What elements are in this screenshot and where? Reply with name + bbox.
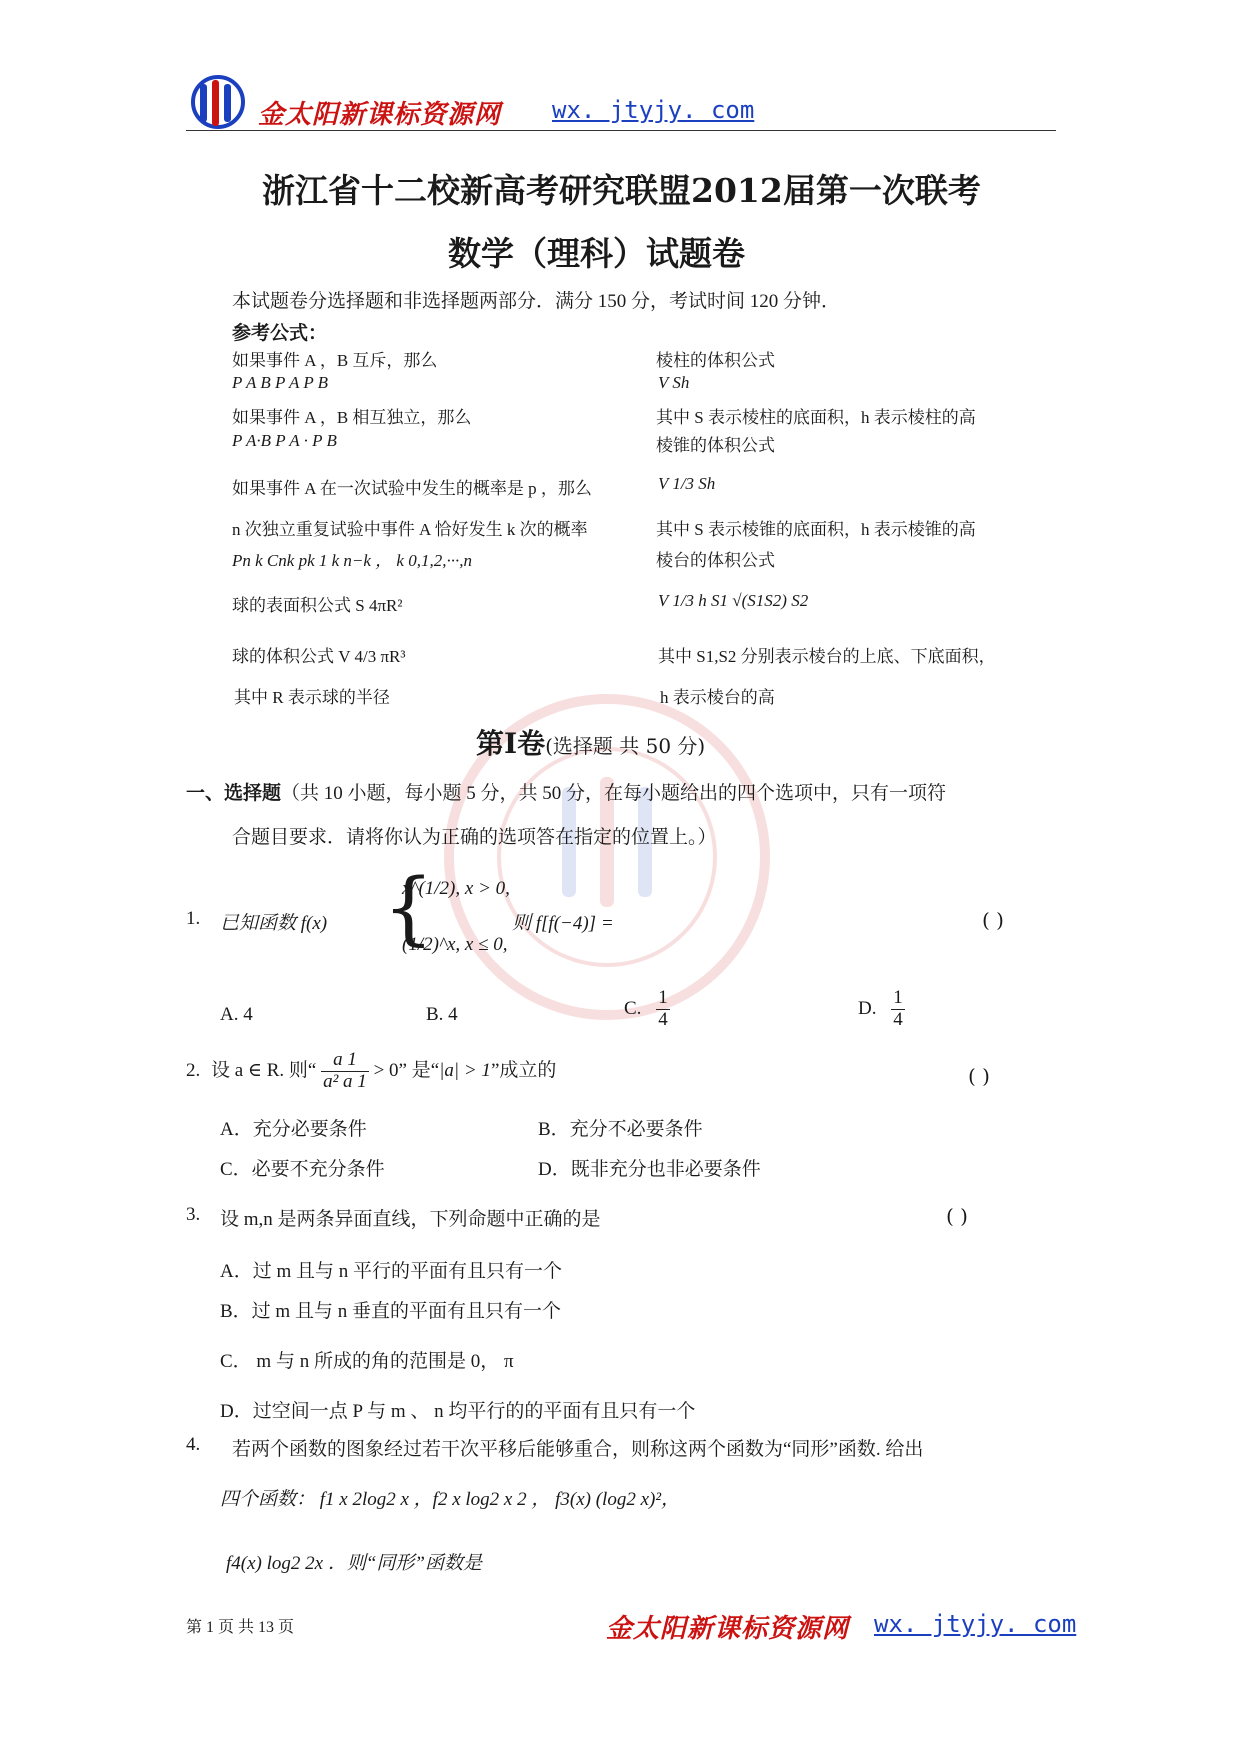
q3-stem: 设 m,n 是两条异面直线，下列命题中正确的是 [220,1209,601,1230]
q2-tail: ”成立的 [490,1059,557,1081]
formula-left-3: P A·B P A · P B [232,431,337,450]
q2-line [186,1050,556,1093]
formula-right-2: 其中 S 表示棱柱的底面积，h 表示棱柱的高 [656,408,976,427]
formula-right-3: 棱锥的体积公式 [656,436,775,455]
q2-mid: > 0” 是“ [373,1059,440,1081]
q4-line2: 四个函数： f1 x 2log2 x ，f2 x log2 x 2 ， f3(x) (log2 x)²， [220,1489,681,1510]
q3-option-b[interactable]: B．过 m 且与 n 垂直的平面有且只有一个 [220,1301,561,1322]
q3-answer-paren[interactable]: ( ) [946,1204,968,1228]
q3-number: 3. [186,1204,201,1225]
q1-option-d-label: D. [858,997,877,1019]
formula-left-8: 球的体积公式 V 4/3 πR³ [232,647,406,666]
q4-line3: f4(x) log2 2x ．则“同形”函数是 [226,1553,482,1574]
section1-text: （共 10 小题，每小题 5 分，共 50 分，在每小题给出的四个选项中，只有一项符 [281,783,947,804]
formula-right-8: 其中 S1,S2 分别表示棱台的上底、下底面积， [658,647,996,666]
q1-option-b[interactable]: B. 4 [426,1004,458,1025]
q1-piece2: (1/2)^x, x ≤ 0, [402,934,508,955]
q3-option-d[interactable]: D．过空间一点 P 与 m 、 n 均平行的的平面有且只有一个 [220,1401,696,1422]
q1-brace: { [383,861,434,954]
formula-right-6: 棱台的体积公式 [656,551,775,570]
formula-left-4: 如果事件 A 在一次试验中发生的概率是 p ，那么 [232,479,592,498]
section1-label: 一、选择题 [186,783,282,804]
footer-url[interactable]: wx. jtyjy. com [874,1610,1077,1638]
formula-right-5: 其中 S 表示棱锥的底面积，h 表示棱锥的高 [656,520,976,539]
footer-page-number: 第 1 页 共 13 页 [186,1619,295,1636]
formula-right-4: V 1/3 Sh [658,474,716,493]
formula-left-9: 其中 R 表示球的半径 [234,688,390,707]
formula-right-7: V 1/3 h S1 √(S1S2) S2 [658,591,809,610]
q1-option-c[interactable] [624,988,670,1031]
q2-option-c[interactable]: C．必要不充分条件 [220,1159,385,1180]
section1-line2: 合题目要求．请将你认为正确的选项答在指定的位置上。） [232,827,717,848]
section1-line1 [186,778,946,805]
logo-icon [186,74,250,130]
formula-right-0: 棱柱的体积公式 [656,351,775,370]
q4-stem: 若两个函数的图象经过若干次平移后能够重合，则称这两个函数为“同形”函数. 给出 [232,1439,924,1460]
q1-option-d-frac: $\frac{1}{4}$ [893,987,903,1030]
formula-right-9: h 表示棱台的高 [660,688,775,707]
q2-option-b[interactable]: B．充分不必要条件 [538,1119,703,1140]
q2-number: 2. [186,1059,201,1081]
q1-piece1: x^(1/2), x > 0, [402,878,510,899]
formula-left-0: 如果事件 A ，B 互斥，那么 [232,351,438,370]
footer-brand: 金太阳新课标资源网 [606,1614,850,1644]
part1-title [476,722,705,762]
intro-text: 本试题卷分选择题和非选择题两部分．满分 150 分，考试时间 120 分钟． [232,291,841,312]
page-subtitle: 数学（理科）试题卷 [448,234,745,273]
q1-stem: 已知函数 f(x) [220,913,328,934]
header-url[interactable]: wx. jtyjy. com [552,96,755,124]
q1-number: 1. [186,908,201,929]
q2-stem: 设 a ∈ R. 则“ [211,1059,317,1081]
q1-option-c-frac: $\frac{1}{4}$ [658,987,668,1030]
q1-answer-paren[interactable]: ( ) [982,908,1004,932]
page-title: 浙江省十二校新高考研究联盟2012届第一次联考 [262,171,981,210]
formula-left-5: n 次独立重复试验中事件 A 恰好发生 k 次的概率 [232,520,588,539]
header-rule [186,130,1056,131]
formulas-heading: 参考公式： [232,323,328,344]
q4-number: 4. [186,1434,201,1455]
header-logo [186,74,250,130]
part1-subtitle: (选择题 共 50 分) [545,734,706,758]
formula-left-1: P A B P A P B [232,373,329,392]
q2-abs: |a| > 1 [439,1059,491,1081]
formula-left-2: 如果事件 A ，B 相互独立，那么 [232,408,472,427]
q1-option-d[interactable] [858,988,905,1031]
q2-option-a[interactable]: A．充分必要条件 [220,1119,367,1140]
formula-right-1: V Sh [658,373,690,392]
q1-option-a[interactable]: A. 4 [220,1004,253,1025]
formula-left-6: Pn k Cnk pk 1 k n−k ， k 0,1,2,···,n [232,551,472,570]
q2-fraction: $\frac{a 1}{\text{a² a 1}}$ [323,1049,367,1092]
q3-option-c[interactable]: C． m 与 n 所成的角的范围是 0， π [220,1351,514,1372]
q3-option-a[interactable]: A．过 m 且与 n 平行的平面有且只有一个 [220,1261,563,1282]
formula-left-7: 球的表面积公式 S 4πR² [232,596,403,615]
part1-label: 第Ⅰ卷 [476,727,546,760]
q1-tail: 则 f[f(−4)] = [512,913,614,934]
header-brand: 金太阳新课标资源网 [258,100,502,130]
q1-option-c-label: C. [624,997,642,1019]
q2-option-d[interactable]: D．既非充分也非必要条件 [538,1159,761,1180]
q2-answer-paren[interactable]: ( ) [968,1064,990,1088]
